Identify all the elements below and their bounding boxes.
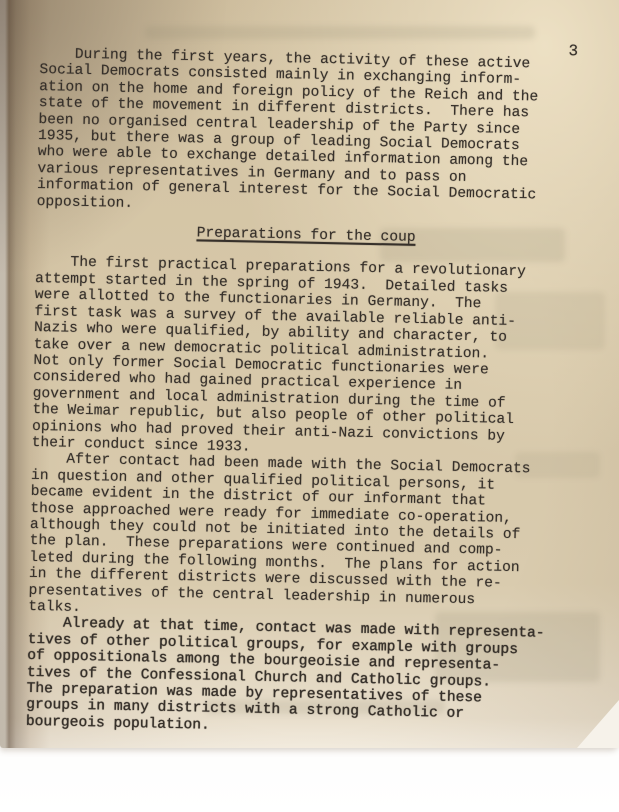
paragraph-contacts: After contact had been made with the Social Democrats in question and other qualified political persons, it became evident in the district of our informant that those approached were ready for immediate co-operation, although they could not be initiated into the details of the plan. These preparations were continued and comp- leted during the following months. The plans for action in the different districts were discussed with the re- presentatives of the central leadership in numerous talks. xyxy=(28,451,531,616)
paragraph-intro: During the first years, the activity of these active Social Democrats consisted mainly in exchanging inform- ation on the home and foreign policy of the Reich and the state of the movement in different districts. There has been no organised central leadership of the Party since 1935, but there was a group of leading Social Democrats who were able to exchange detailed information among the various representatives in Germany and to pass on information of general interest for the Social Democratic opposition. xyxy=(36,46,539,212)
bleed-through-smudge xyxy=(145,26,535,39)
section-heading: Preparations for the coup xyxy=(196,225,416,246)
paragraph-other-groups: Already at that time, contact was made with representa- tives of other political groups, for example with groups of oppositionals among the bourgeoisie and representa- tives of the Confessional Church and Catholic groups. The preparation was made by representatives of these groups in many districts with a strong Catholic or bourgeois population. xyxy=(25,615,545,734)
paragraph-preparations: The first practical preparations for a revolutionary attempt started in the spring of 1943. Detailed tasks were allotted to the functionaries in Germany. The first task was a survey of the available reliable anti- Nazis who were qualified, by ability and character, to take over a new democratic political administration. Not only former Social Democratic functionaries were considered who had gained practical experience in government and local administration during the time of the Weimar republic, but also people of other political opinions who had proved their anti-Nazi convictions by their conduct since 1933. xyxy=(31,254,526,456)
page-corner-cut xyxy=(577,700,619,748)
page-number: 3 xyxy=(568,42,579,61)
typewritten-text xyxy=(25,42,580,741)
